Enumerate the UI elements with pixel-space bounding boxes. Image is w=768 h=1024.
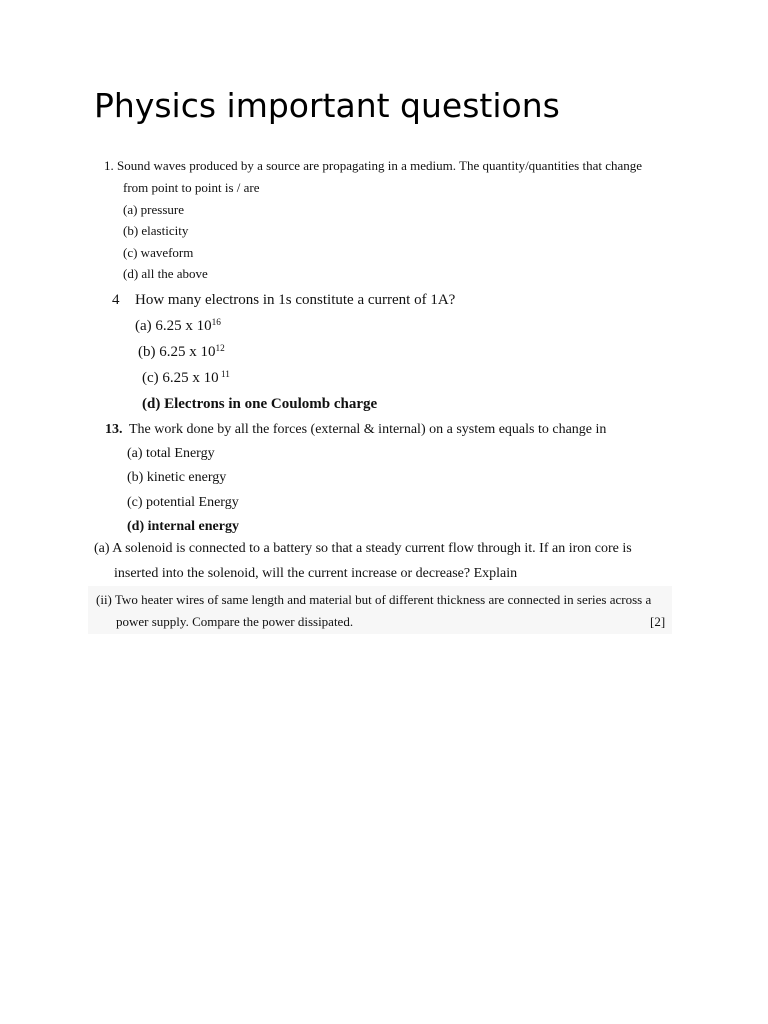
question-4-option-a	[135, 318, 221, 335]
page-title: Physics important questions	[94, 86, 560, 125]
question-4-stem: How many electrons in 1s constitute a current of 1A?	[135, 292, 456, 308]
question-1-stem-line-1: 1. Sound waves produced by a source are propagating in a medium. The quantity/quantities that change	[104, 158, 643, 173]
question-solenoid-line-2: inserted into the solenoid, will the current increase or decrease? Explain	[114, 566, 518, 581]
question-4-option-a-base: (a) 6.25 x 10	[135, 318, 212, 334]
question-13-option-a: (a) total Energy	[127, 446, 215, 461]
question-13-stem: The work done by all the forces (external & internal) on a system equals to change in	[129, 422, 607, 437]
question-heater-wires-marks: [2]	[650, 614, 666, 629]
question-1-option-d: (d) all the above	[123, 266, 208, 281]
question-13-number: 13.	[105, 422, 123, 437]
question-heater-wires-line-2: power supply. Compare the power dissipated.	[116, 614, 354, 629]
question-4-option-d-base: (d) Electrons in one Coulomb charge	[142, 396, 378, 412]
question-13-option-b: (b) kinetic energy	[127, 470, 227, 485]
question-13-option-c: (c) potential Energy	[127, 495, 239, 510]
question-4-option-b-base: (b) 6.25 x 10	[138, 344, 216, 360]
question-4-option-a-exponent: 16	[211, 317, 221, 328]
question-1-option-b: (b) elasticity	[123, 223, 189, 238]
question-13-option-d: (d) internal energy	[127, 519, 239, 534]
question-4-option-c	[142, 370, 230, 387]
question-1-option-c: (c) waveform	[123, 245, 194, 260]
question-solenoid-line-1: (a) A solenoid is connected to a battery so that a steady current flow through it. If an iron core is	[94, 541, 632, 556]
question-4-option-d	[142, 396, 377, 413]
question-heater-wires-line-1: (ii) Two heater wires of same length and material but of different thickness are connected in series across a	[96, 592, 652, 607]
question-4-option-b	[138, 344, 225, 361]
question-1-stem-line-2: from point to point is / are	[123, 180, 260, 195]
question-4-number: 4	[112, 292, 120, 308]
question-4-option-b-exponent: 12	[215, 343, 225, 354]
question-4-option-c-base: (c) 6.25 x 10	[142, 370, 219, 386]
question-1-option-a: (a) pressure	[123, 202, 184, 217]
question-4-option-c-exponent: 11	[218, 369, 230, 380]
